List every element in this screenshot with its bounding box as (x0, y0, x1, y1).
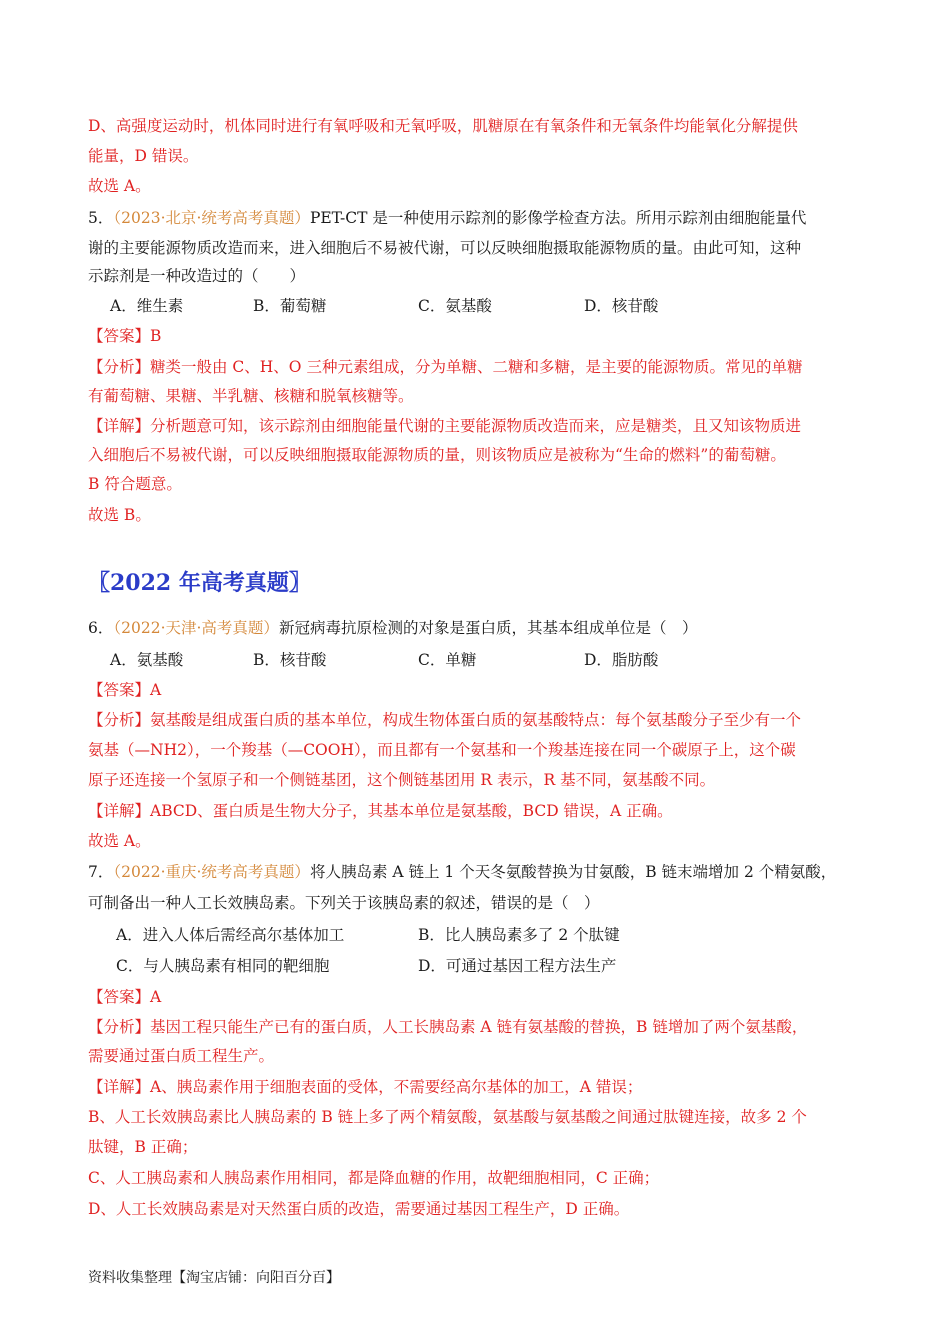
analysis-line: 【分析】氨基酸是组成蛋白质的基本单位，构成生物体蛋白质的氨基酸特点：每个氨基酸分子至少有一个 (88, 711, 802, 729)
question-number: 6． (88, 619, 114, 637)
question-number: 5． (88, 209, 114, 227)
option-a: A．氨基酸 (110, 651, 184, 669)
answer-line: 【答案】B (88, 327, 162, 345)
option-d: D．可通过基因工程方法生产 (418, 957, 617, 975)
option-c: C．氨基酸 (418, 297, 492, 315)
question-source: （2023·北京·统考高考真题） (113, 209, 310, 227)
detail-line: D、人工长效胰岛素是对天然蛋白质的改造，需要通过基因工程生产，D 正确。 (88, 1200, 630, 1218)
analysis-line: 【分析】糖类一般由 C、H、O 三种元素组成，分为单糖、二糖和多糖，是主要的能源物质。常见的单糖 (88, 358, 803, 376)
detail-line: 【详解】ABCD、蛋白质是生物大分子，其基本单位是氨基酸，BCD 错误，A 正确。 (88, 802, 673, 820)
question-text: PET-CT 是一种使用示踪剂的影像学检查方法。所用示踪剂由细胞能量代 (309, 209, 807, 227)
question-5-stem (88, 208, 868, 228)
option-a: A．进入人体后需经高尔基体加工 (116, 926, 345, 944)
question-source: （2022·天津·高考真题） (113, 619, 279, 637)
question-6-stem (88, 618, 868, 638)
question-text: 可制备出一种人工长效胰岛素。下列关于该胰岛素的叙述，错误的是（ ） (88, 894, 600, 912)
detail-line: B 符合题意。 (88, 475, 182, 493)
analysis-line: 原子还连接一个氢原子和一个侧链基团，这个侧链基团用 R 表示，R 基不同，氨基酸不同。 (88, 771, 716, 789)
option-d: D．核苷酸 (584, 297, 659, 315)
answer-line: 【答案】A (88, 988, 162, 1006)
question-text: 示踪剂是一种改造过的（ ） (88, 267, 306, 285)
detail-line: 入细胞后不易被代谢，可以反映细胞摄取能源物质的量，则该物质应是被称为“生命的燃料”的葡萄糖。 (88, 446, 786, 464)
explanation-line: D、高强度运动时，机体同时进行有氧呼吸和无氧呼吸，肌糖原在有氧条件和无氧条件均能氧化分解提供 (88, 117, 798, 135)
page-footer: 资料收集整理【淘宝店铺：向阳百分百】 (88, 1270, 340, 1286)
question-text: 谢的主要能源物质改造而来，进入细胞后不易被代谢，可以反映细胞摄取能源物质的量。由此可知，这种 (88, 239, 802, 257)
question-text: 新冠病毒抗原检测的对象是蛋白质，其基本组成单位是（ ） (278, 619, 698, 637)
explanation-line: 能量，D 错误。 (88, 147, 199, 165)
detail-line: B、人工长效胰岛素比人胰岛素的 B 链上多了两个精氨酸，氨基酸与氨基酸之间通过肽键连接，故多 2 个 (88, 1108, 807, 1126)
detail-line: 肽键，B 正确； (88, 1138, 198, 1156)
detail-line: 【详解】分析题意可知，该示踪剂由细胞能量代谢的主要能源物质改造而来，应是糖类，且又知该物质进 (88, 417, 802, 435)
selection-line: 故选 A。 (88, 832, 151, 850)
option-a: A．维生素 (110, 297, 184, 315)
detail-line: C、人工胰岛素和人胰岛素作用相同，都是降血糖的作用，故靶细胞相同，C 正确； (88, 1169, 660, 1187)
answer-line: 【答案】A (88, 681, 162, 699)
analysis-line: 需要通过蛋白质工程生产。 (88, 1047, 275, 1065)
selection-line: 故选 B。 (88, 506, 151, 524)
option-b: B．葡萄糖 (253, 297, 327, 315)
selection-line: 故选 A。 (88, 177, 151, 195)
analysis-line: 有葡萄糖、果糖、半乳糖、核糖和脱氧核糖等。 (88, 387, 414, 405)
question-number: 7． (88, 863, 114, 881)
option-c: C．单糖 (418, 651, 477, 669)
option-d: D．脂肪酸 (584, 651, 659, 669)
option-b: B．核苷酸 (253, 651, 327, 669)
question-source: （2022·重庆·统考高考真题） (113, 863, 310, 881)
option-b: B．比人胰岛素多了 2 个肽键 (418, 926, 620, 944)
question-7-stem (88, 862, 868, 882)
detail-line: 【详解】A、胰岛素作用于细胞表面的受体，不需要经高尔基体的加工，A 错误； (88, 1078, 643, 1096)
section-heading: 〖2022 年高考真题〗 (88, 570, 311, 596)
option-c: C．与人胰岛素有相同的靶细胞 (116, 957, 330, 975)
analysis-line: 【分析】基因工程只能生产已有的蛋白质，人工长胰岛素 A 链有氨基酸的替换，B 链增加了两个氨基酸， (88, 1018, 808, 1036)
question-text: 将人胰岛素 A 链上 1 个天冬氨酸替换为甘氨酸，B 链末端增加 2 个精氨酸， (309, 863, 837, 881)
analysis-line: 氨基（—NH2），一个羧基（—COOH），而且都有一个氨基和一个羧基连接在同一个碳原子上，这个碳 (88, 741, 796, 759)
